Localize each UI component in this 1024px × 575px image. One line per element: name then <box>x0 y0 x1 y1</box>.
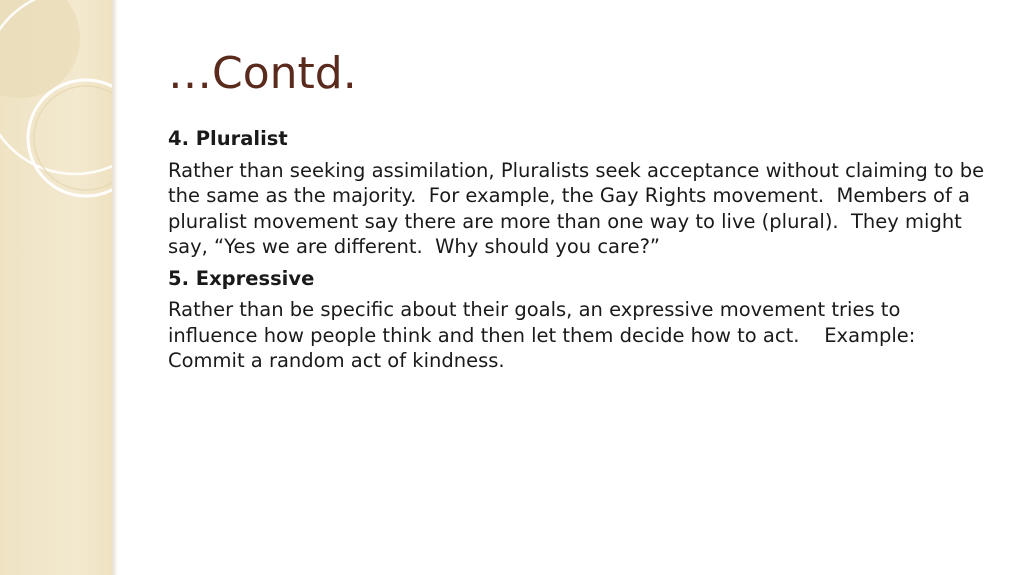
slide-body <box>168 126 991 380</box>
decorative-swirl-graphic <box>0 0 112 575</box>
section-text-pluralist: Rather than seeking assimilation, Pluralists seek acceptance without claiming to be the same as the majority. For example, the Gay Rights movement. Members of a pluralist movement say there are more than one way to live (plural). They might say, “Yes we are different. Why should you care?” <box>168 158 991 258</box>
side-panel-edge <box>112 0 118 575</box>
decorative-ring <box>28 80 112 196</box>
section-text-expressive: Rather than be specific about their goals, an expressive movement tries to influence how people think and then let them decide how to act. Example: Commit a random act of kindness. <box>168 298 922 372</box>
section-heading-pluralist: 4. Pluralist <box>168 127 288 150</box>
section-heading-expressive: 5. Expressive <box>168 266 315 290</box>
decorative-side-panel <box>0 0 112 575</box>
slide-title: …Contd. <box>168 48 357 99</box>
